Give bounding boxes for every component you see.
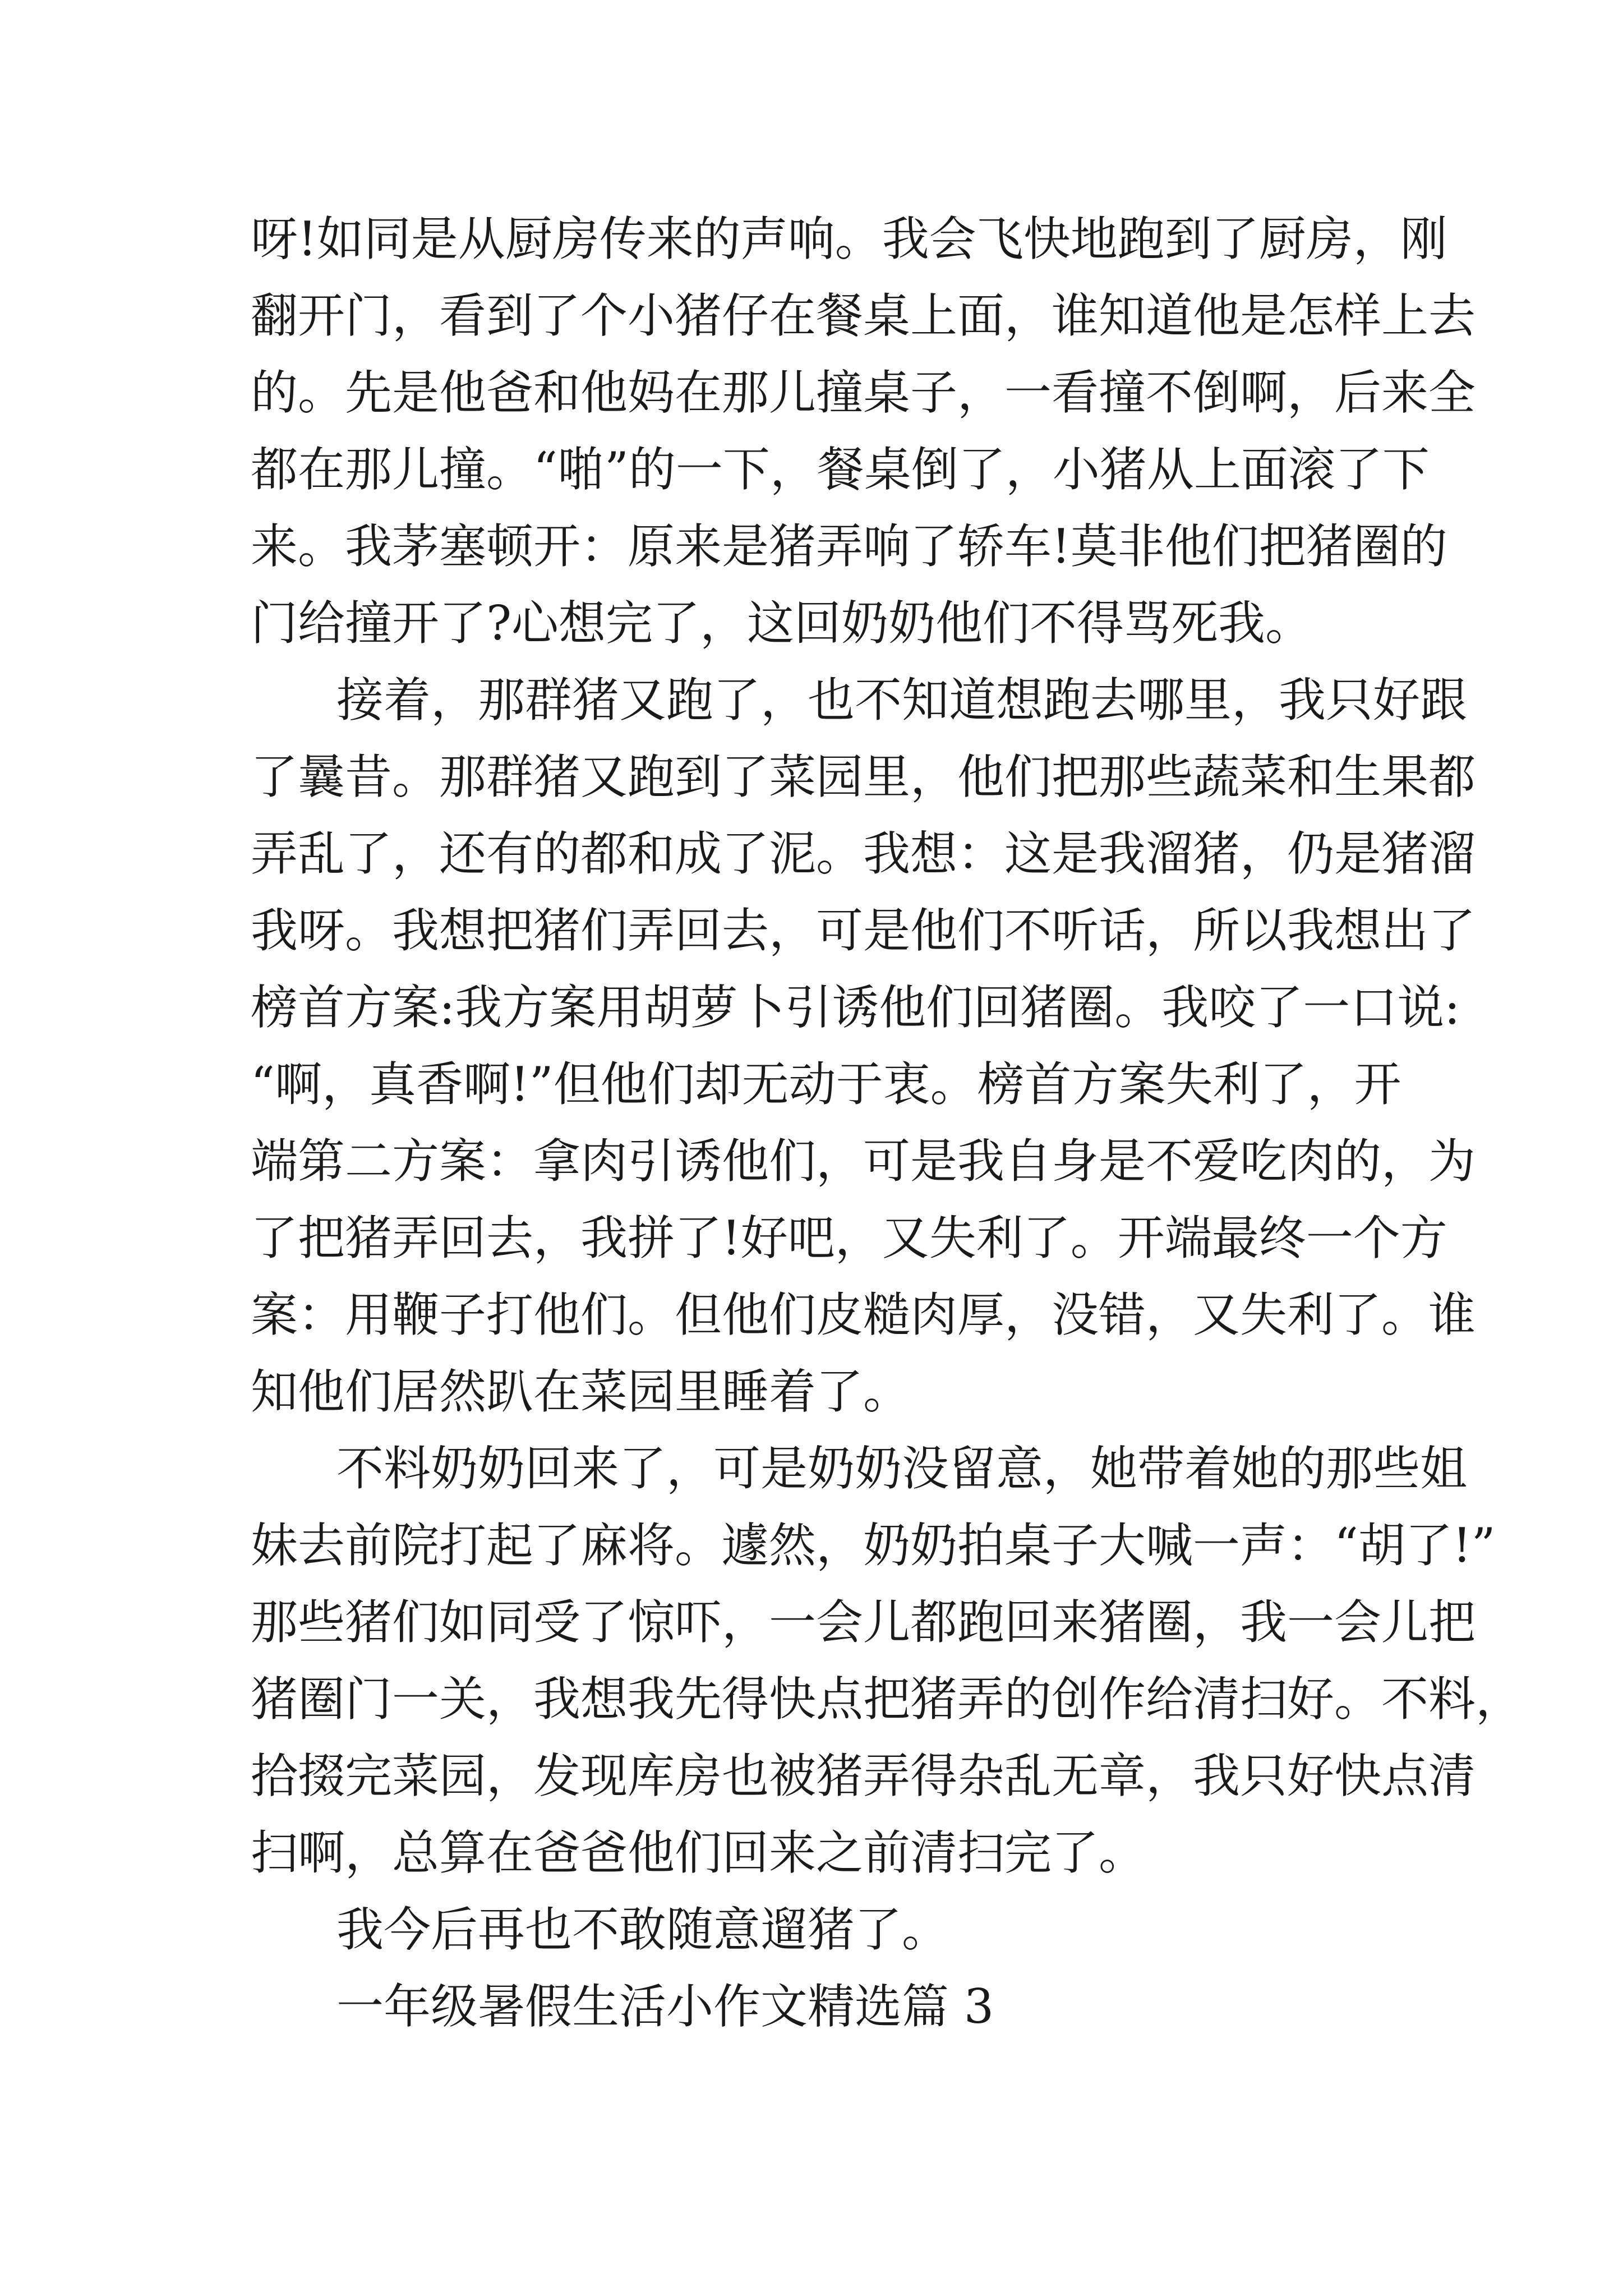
text-line-19: 那些猪们如同受了惊吓，一会儿都跑回来猪圈，我一会儿把 <box>251 1595 1476 1650</box>
text-line-12: “啊，真香啊!”但他们却无动于衷。榜首方案失利了，开 <box>251 1057 1401 1112</box>
text-line-21: 拾掇完菜园，发现库房也被猪弄得杂乱无章，我只好快点清 <box>251 1749 1476 1803</box>
text-line-17: 不料奶奶回来了，可是奶奶没留意，她带着她的那些姐 <box>336 1441 1468 1496</box>
text-line-5: 来。我茅塞顿开：原来是猪弄响了轿车!莫非他们把猪圈的 <box>251 519 1447 574</box>
text-line-4: 都在那儿撞。“啪”的一下，餐桌倒了，小猪从上面滚了下 <box>251 442 1430 497</box>
text-line-10: 我呀。我想把猪们弄回去，可是他们不听话，所以我想出了 <box>251 903 1476 958</box>
text-line-16: 知他们居然趴在菜园里睡着了。 <box>251 1364 911 1419</box>
text-line-7: 接着，那群猪又跑了，也不知道想跑去哪里，我只好跟 <box>336 673 1468 728</box>
text-line-9: 弄乱了，还有的都和成了泥。我想：这是我溜猪，仍是猪溜 <box>251 826 1476 881</box>
text-line-6: 门给撞开了?心想完了，这回奶奶他们不得骂死我。 <box>251 596 1313 651</box>
text-line-14: 了把猪弄回去，我拼了!好吧，又失利了。开端最终一个方 <box>251 1211 1447 1266</box>
text-line-1: 呀!如同是从厨房传来的声响。我会飞快地跑到了厨房，刚 <box>251 211 1447 266</box>
text-line-23: 我今后再也不敢随意遛猪了。 <box>336 1902 949 1957</box>
text-line-15: 案：用鞭子打他们。但他们皮糙肉厚，没错，又失利了。谁 <box>251 1287 1476 1342</box>
text-line-20: 猪圈门一关，我想我先得快点把猪弄的创作给清扫好。不料， <box>251 1672 1523 1727</box>
text-line-13: 端第二方案：拿肉引诱他们，可是我自身是不爱吃肉的，为 <box>251 1134 1476 1189</box>
text-line-18: 妹去前院打起了麻将。遽然，奶奶拍桌子大喊一声：“胡了!” <box>251 1518 1496 1573</box>
text-line-8: 了曩昔。那群猪又跑到了菜园里，他们把那些蔬菜和生果都 <box>251 749 1476 804</box>
section-heading: 一年级暑假生活小作文精选篇 3 <box>336 1979 994 2034</box>
text-line-22: 扫啊，总算在爸爸他们回来之前清扫完了。 <box>251 1825 1146 1880</box>
text-line-3: 的。先是他爸和他妈在那儿撞桌子，一看撞不倒啊，后来全 <box>251 365 1476 420</box>
text-line-2: 翻开门，看到了个小猪仔在餐桌上面，谁知道他是怎样上去 <box>251 288 1476 343</box>
text-line-11: 榜首方案:我方案用胡萝卜引诱他们回猪圈。我咬了一口说: <box>251 980 1460 1035</box>
